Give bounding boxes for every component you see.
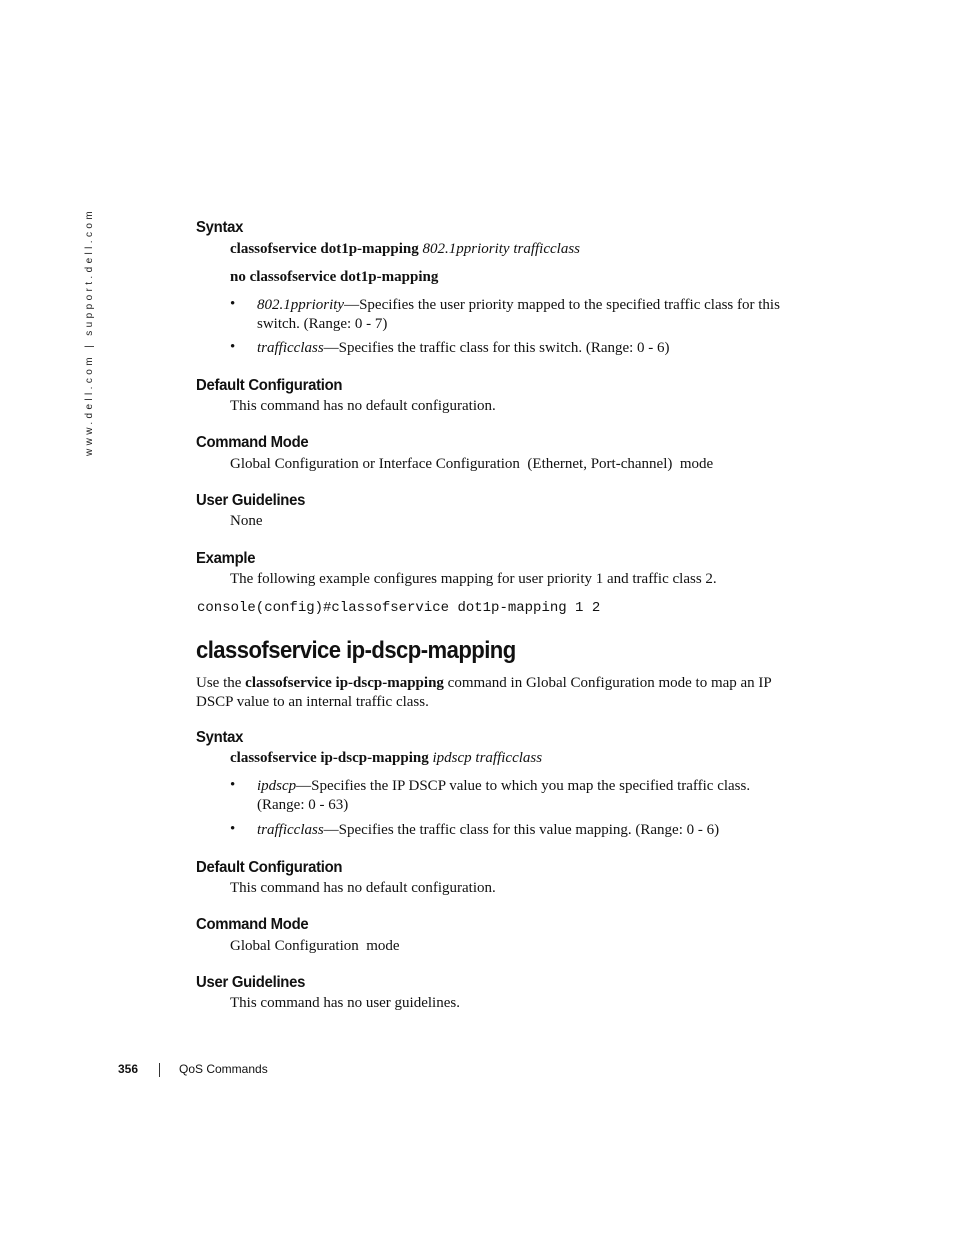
default-config-heading: Default Configuration [196, 377, 343, 394]
parameter-description: —Specifies the user priority mapped to the specified traffic class for this switch. (Range: 0 - 7) [257, 297, 780, 332]
example-text: The following example configures mapping for user priority 1 and traffic class 2. [230, 571, 717, 587]
parameter-term: trafficclass [257, 340, 324, 356]
command-mode-heading: Command Mode [196, 434, 309, 451]
command-title: classofservice ip-dscp-mapping [196, 637, 516, 664]
parameter-item [257, 777, 787, 815]
parameter-item [257, 821, 719, 840]
intro-prefix: Use the [196, 675, 246, 691]
chapter-title: QoS Commands [179, 1062, 268, 1076]
footer-separator [159, 1063, 160, 1077]
syntax-command [230, 749, 542, 768]
command-mode-heading: Command Mode [196, 916, 309, 933]
user-guidelines-text: None [230, 513, 263, 529]
parameter-term: 802.1ppriority [257, 297, 345, 313]
default-config-text: This command has no default configuration. [230, 880, 496, 896]
example-heading: Example [196, 550, 256, 567]
syntax-no-command [230, 268, 438, 287]
syntax-heading: Syntax [196, 729, 244, 746]
bullet-marker: • [230, 339, 236, 355]
parameter-description: —Specifies the traffic class for this value mapping. (Range: 0 - 6) [323, 822, 720, 838]
default-config-text: This command has no default configuration. [230, 398, 496, 414]
command-mode-text: Global Configuration or Interface Configuration (Ethernet, Port-channel) mode [230, 456, 714, 472]
user-guidelines-text: This command has no user guidelines. [230, 995, 460, 1011]
parameter-item [257, 339, 670, 358]
syntax-no-command-name: no classofservice dot1p-mapping [230, 269, 439, 285]
user-guidelines-heading: User Guidelines [196, 492, 306, 509]
side-url-text: www.dell.com | support.dell.com [84, 207, 95, 456]
parameter-term: trafficclass [257, 822, 324, 838]
syntax-command-params: ipdscp trafficclass [432, 750, 543, 766]
command-mode-text: Global Configuration mode [230, 938, 400, 954]
syntax-command-name: classofservice dot1p-mapping [230, 241, 419, 257]
user-guidelines-heading: User Guidelines [196, 974, 306, 991]
syntax-command [230, 240, 580, 259]
syntax-heading: Syntax [196, 219, 244, 236]
syntax-command-name: classofservice ip-dscp-mapping [230, 750, 429, 766]
parameter-item [257, 296, 802, 333]
parameter-description: —Specifies the traffic class for this switch. (Range: 0 - 6) [323, 340, 670, 356]
default-config-heading: Default Configuration [196, 859, 343, 876]
parameter-term: ipdscp [257, 778, 297, 794]
parameter-description: —Specifies the IP DSCP value to which you map the specified traffic class. (Range: 0 - 63) [257, 778, 751, 813]
page-number: 356 [118, 1062, 139, 1076]
example-code: console(config)#classofservice dot1p-mapping 1 2 [197, 600, 601, 616]
command-intro [196, 674, 802, 712]
syntax-command-params: 802.1ppriority trafficclass [422, 241, 580, 257]
bullet-marker: • [230, 821, 236, 837]
bullet-marker: • [230, 296, 236, 312]
bullet-marker: • [230, 777, 236, 793]
intro-suffix: command in Global Configuration mode to map an IP DSCP value to an internal traffic class. [196, 675, 772, 710]
intro-command: classofservice ip-dscp-mapping [245, 675, 444, 691]
